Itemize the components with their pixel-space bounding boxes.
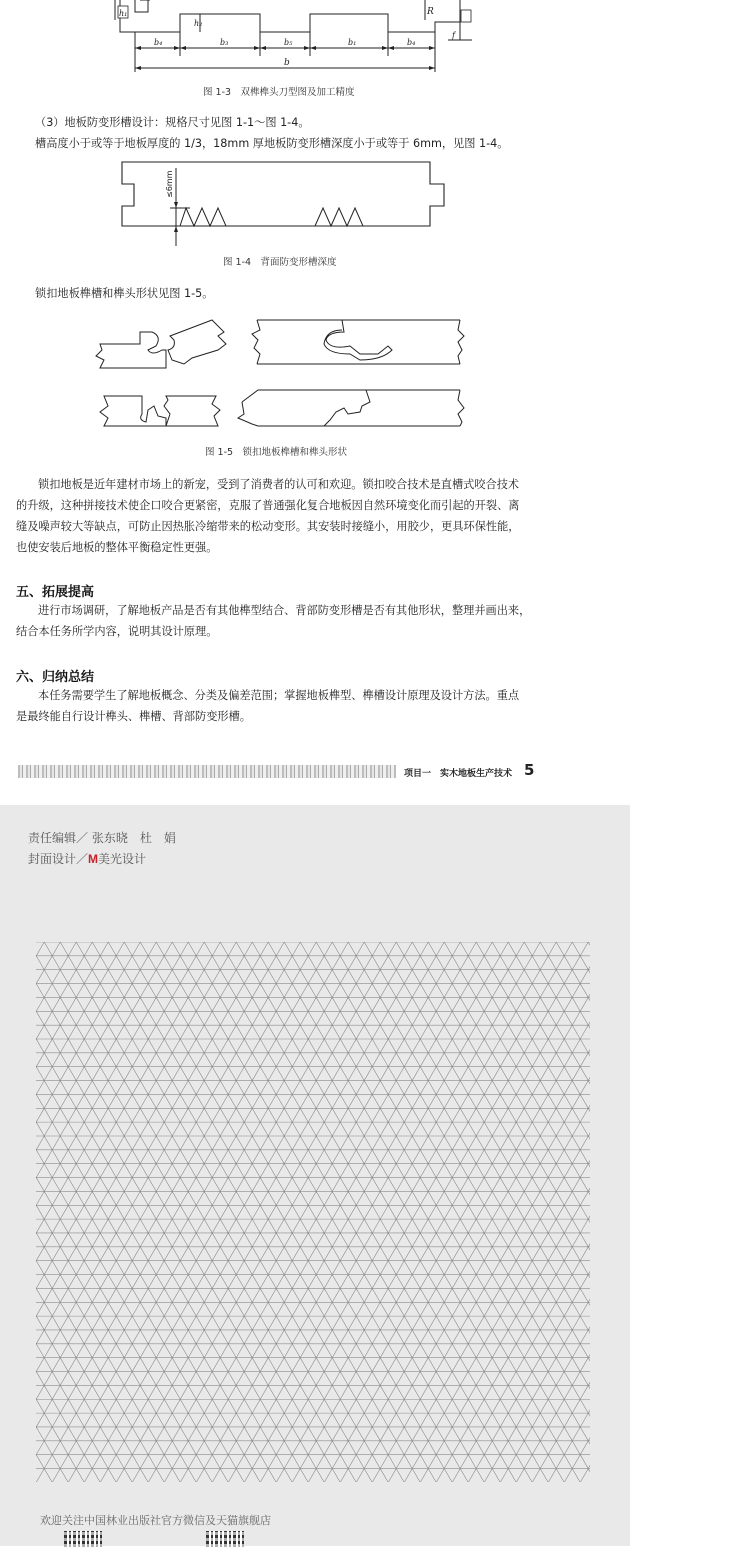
label-b4-right: b₄ [407,38,416,47]
label-h1: h₁ [119,9,128,18]
label-b4-left: b₄ [154,38,163,47]
label-h2: h₂ [194,19,203,28]
figure-1-3 [80,0,480,82]
section-3-line-2: 槽高度小于或等于地板厚度的 1/3，18mm 厚地板防变形槽深度小于或等于 6mm，见图 1-4。 [35,137,509,150]
lock-paragraph-line: 缝及噪声较大等缺点，可防止因热胀冷缩带来的松动变形。其安装时接缝小，用胶少，更具环保性能， [16,520,520,533]
section-6-line: 本任务需要学生了解地板概念、分类及偏差范围；掌握地板榫型、榫槽设计原理及设计方法。重点 [38,689,520,702]
label-b3: b₃ [220,38,229,47]
label-R: R [427,7,434,17]
design-logo: M [88,852,99,866]
editor-credit: 责任编辑／ 张东晓 杜 娟 [28,831,176,845]
welcome-text: 欢迎关注中国林业出版社官方微信及天猫旗舰店 [40,1514,271,1527]
tmall-qr-icon [206,1531,244,1547]
label-b5: b₅ [284,38,293,47]
figure-1-3-caption: 图 1-3 双榫榫头刀型图及加工精度 [203,87,355,98]
lock-paragraph-line: 也使安装后地板的整体平衡稳定性更强。 [16,541,218,554]
section-5-body [16,600,556,642]
label-f: f [452,31,455,40]
wechat-qr-icon [64,1531,102,1547]
section-6-body [16,685,556,727]
section-5-line: 进行市场调研，了解地板产品是否有其他榫型结合、背部防变形槽是否有其他形状，整理并画出来， [38,604,531,617]
isometric-grid [36,942,590,1482]
figure-1-5 [92,310,472,438]
figure-1-5-intro: 锁扣地板榫槽和榫头形状见图 1-5。 [35,287,214,300]
cover-design-credit [28,850,146,867]
section-3-line-1: （3）地板防变形槽设计：规格尺寸见图 1-1～图 1-4。 [35,116,310,129]
fig14-dim-label: ≤6mm [165,170,174,198]
section-6-line: 是最终能自行设计榫头、榫槽、背部防变形槽。 [16,710,251,723]
design-prefix: 封面设计／ [28,852,89,866]
section-5-heading: 五、拓展提高 [16,585,95,600]
footer-project-title: 项目一 实木地板生产技术 [404,769,513,779]
section-6-heading: 六、归纳总结 [16,670,95,685]
lock-paragraph-line: 锁扣地板是近年建材市场上的新宠，受到了消费者的认可和欢迎。锁扣咬合技术是直槽式咬合技术 [38,478,520,491]
page-number: 5 [524,761,535,779]
design-name: 美光设计 [98,852,147,866]
figure-1-5-caption: 图 1-5 锁扣地板榫槽和榫头形状 [205,447,348,458]
lock-paragraph-line: 的升级，这种拼接技术使企口咬合更紧密，克服了普通强化复合地板因自然环境变化而引起的开裂、离 [16,499,520,512]
figure-1-4-caption: 图 1-4 背面防变形槽深度 [223,257,337,268]
lock-floor-paragraph [16,474,556,558]
footer-decorative-bar [18,765,396,778]
grid-lines [36,942,590,1482]
figure-1-4 [110,158,455,250]
section-5-line: 结合本任务所学内容，说明其设计原理。 [16,625,218,638]
label-b: b [284,58,290,68]
back-cover [0,805,630,1546]
label-b1: b₁ [348,38,357,47]
